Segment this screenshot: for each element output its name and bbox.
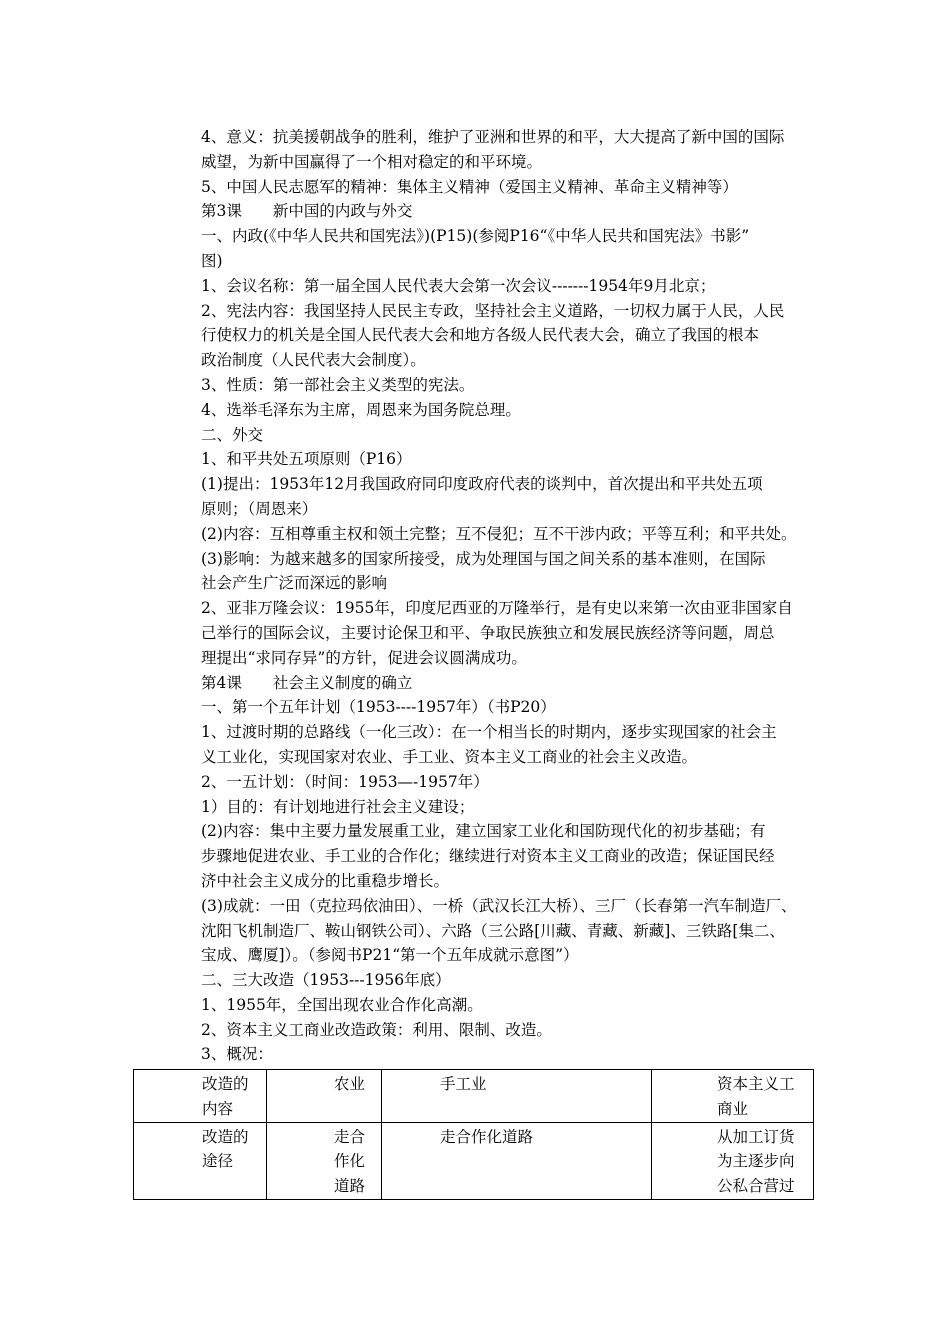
cell-text: 途径 xyxy=(202,1152,234,1171)
text-line: 1）目的：有计划地进行社会主义建设； xyxy=(201,797,475,816)
text-line: 步骤地促进农业、手工业的合作化；继续进行对资本主义工商业的改造；保证国民经 xyxy=(201,847,775,866)
transformation-table xyxy=(133,1069,814,1200)
text-line: 3、性质：第一部社会主义类型的宪法。 xyxy=(201,375,475,394)
text-line: 第3课 新中国的内政与外交 xyxy=(201,202,413,221)
cell-text: 内容 xyxy=(202,1099,234,1118)
cell-text: 商业 xyxy=(717,1099,749,1118)
text-line: 4、选举毛泽东为主席，周恩来为国务院总理。 xyxy=(201,400,521,419)
text-line: 二、三大改造（1953---1956年底） xyxy=(201,971,451,990)
cell-text: 作化 xyxy=(334,1152,366,1171)
text-line: 社会产生广泛而深远的影响 xyxy=(201,574,388,593)
text-line: 一、内政(《中华人民共和国宪法》)(P15)(参阅P16“《中华人民共和国宪法》书影” xyxy=(201,227,750,246)
cell-text: 为主逐步向 xyxy=(717,1152,795,1171)
text-line: 政治制度（人民代表大会制度）。 xyxy=(201,351,426,370)
text-line: (1)提出：1953年12月我国政府同印度政府代表的谈判中，首次提出和平共处五项 xyxy=(201,475,763,494)
cell-text: 手工业 xyxy=(440,1075,487,1093)
text-line: 3、概况： xyxy=(201,1045,273,1064)
text-line: 2、亚非万隆会议：1955年，印度尼西亚的万隆举行，是有史以来第一次由亚非国家自 xyxy=(201,599,793,618)
text-line: 图) xyxy=(201,251,223,270)
text-line: 1、过渡时期的总路线（一化三改）：在一个相当长的时期内，逐步实现国家的社会主 xyxy=(201,723,777,742)
cell-text: 从加工订货 xyxy=(717,1127,795,1146)
table-cell xyxy=(382,1070,652,1123)
table-cell xyxy=(652,1070,814,1123)
text-line: 5、中国人民志愿军的精神：集体主义精神（爱国主义精神、革命主义精神等） xyxy=(201,177,738,196)
text-line: 理提出“求同存异”的方针，促进会议圆满成功。 xyxy=(201,648,527,667)
text-line: 威望，为新中国赢得了一个相对稳定的和平环境。 xyxy=(201,152,543,171)
table-row xyxy=(134,1070,814,1123)
text-line: (2)内容：集中主要力量发展重工业，建立国家工业化和国防现代化的初步基础；有 xyxy=(201,822,766,841)
text-line: (2)内容：互相尊重主权和领土完整；互不侵犯；互不干涉内政；平等互利；和平共处。 xyxy=(201,524,797,543)
text-line: 2、一五计划：（时间：1953—-1957年） xyxy=(201,772,489,791)
table-cell xyxy=(267,1122,382,1199)
document-body xyxy=(201,125,821,1067)
text-line: 济中社会主义成分的比重稳步增长。 xyxy=(201,871,450,890)
cell-text: 改造的 xyxy=(202,1075,249,1093)
text-line: 2、资本主义工商业改造政策：利用、限制、改造。 xyxy=(201,1020,552,1039)
table-cell xyxy=(382,1122,652,1199)
text-line: 1、会议名称：第一届全国人民代表大会第一次会议-------1954年9月北京； xyxy=(201,276,716,295)
text-line: 沈阳飞机制造厂、鞍山钢铁公司）、六路（三公路[川藏、青藏、新藏]、三铁路[集二、 xyxy=(201,921,785,940)
cell-text: 道路 xyxy=(334,1177,366,1196)
text-line: 1、和平共处五项原则（P16） xyxy=(201,450,412,469)
table-cell xyxy=(652,1122,814,1199)
text-line: (3)影响：为越来越多的国家所接受，成为处理国与国之间关系的基本准则，在国际 xyxy=(201,549,766,568)
text-line: 第4课 社会主义制度的确立 xyxy=(201,673,413,692)
cell-text: 资本主义工 xyxy=(717,1075,795,1093)
cell-text: 走合作化道路 xyxy=(440,1127,534,1146)
cell-text: 改造的 xyxy=(202,1127,249,1146)
text-line: 义工业化，实现国家对农业、手工业、资本主义工商业的社会主义改造。 xyxy=(201,747,698,766)
text-line: 己举行的国际会议，主要讨论保卫和平、争取民族独立和发展民族经济等问题，周总 xyxy=(201,623,775,642)
cell-text: 走合 xyxy=(334,1127,366,1146)
text-line: 二、外交 xyxy=(201,425,264,444)
table-cell xyxy=(134,1122,267,1199)
cell-text: 农业 xyxy=(334,1075,366,1093)
table-cell xyxy=(267,1070,382,1123)
text-line: 4、意义：抗美援朝战争的胜利，维护了亚洲和世界的和平，大大提高了新中国的国际 xyxy=(201,128,785,146)
table-cell xyxy=(134,1070,267,1123)
text-line: 原则；（周恩来） xyxy=(201,499,318,518)
cell-text: 公私合营过 xyxy=(717,1177,795,1196)
text-line: (3)成就：一田（克拉玛依油田）、一桥（武汉长江大桥）、三厂（长春第一汽车制造厂、 xyxy=(201,896,797,915)
text-line: 1、1955年，全国出现农业合作化高潮。 xyxy=(201,995,483,1014)
table-row xyxy=(134,1122,814,1199)
text-line: 一、第一个五年计划（1953----1957年）（书P20） xyxy=(201,698,556,717)
text-line: 2、宪法内容：我国坚持人民民主专政，坚持社会主义道路，一切权力属于人民，人民 xyxy=(201,301,785,320)
text-line: 宝成、鹰厦]）。（参阅书P21“第一个五年成就示意图”） xyxy=(201,946,579,965)
text-line: 行使权力的机关是全国人民代表大会和地方各级人民代表大会，确立了我国的根本 xyxy=(201,326,760,345)
